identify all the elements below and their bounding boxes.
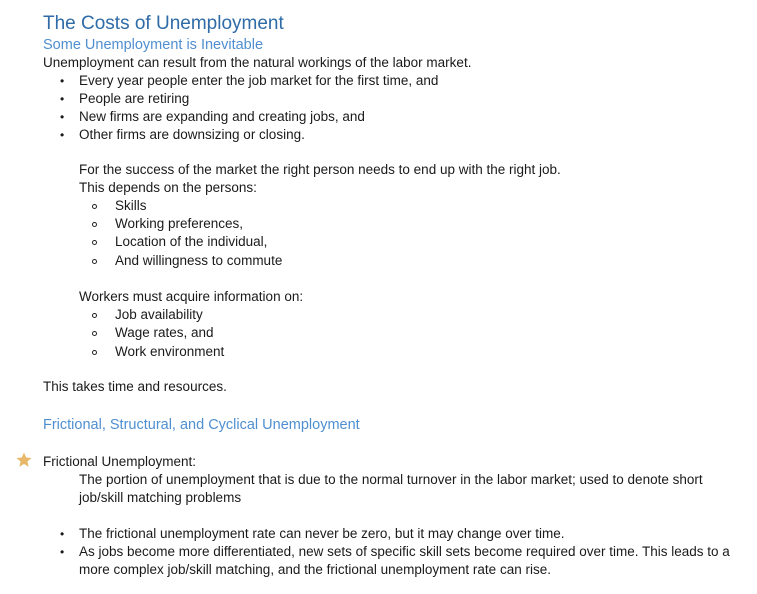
term-label: Frictional Unemployment: [43,454,197,469]
paragraph-text: This depends on the persons: [79,180,257,195]
sub-list-item: Work environment [115,344,225,359]
list-item: As jobs become more differentiated, new sets of specific skill sets become required over time. This leads to a [79,544,730,559]
circle-bullet-icon [92,240,97,245]
conclusion-text: This takes time and resources. [43,379,227,394]
definition-text: job/skill matching problems [79,490,242,505]
bullet-icon: • [60,128,65,142]
paragraph-text: Workers must acquire information on: [79,289,304,304]
sub-list-item: Job availability [115,307,203,322]
list-item: Other firms are downsizing or closing. [79,127,305,142]
bullet-icon: • [60,110,65,124]
circle-bullet-icon [92,204,97,209]
circle-bullet-icon [92,350,97,355]
circle-bullet-icon [92,331,97,336]
list-item: Every year people enter the job market for the first time, and [79,73,439,88]
sub-list-item: Wage rates, and [115,325,214,340]
circle-bullet-icon [92,313,97,318]
intro-text: Unemployment can result from the natural workings of the labor market. [43,55,472,70]
circle-bullet-icon [92,259,97,264]
sub-list-item: And willingness to commute [115,253,283,268]
section-heading-inevitable: Some Unemployment is Inevitable [43,37,264,53]
list-item-continuation: more complex job/skill matching, and the frictional unemployment rate can rise. [79,562,551,577]
list-item: New firms are expanding and creating jobs, and [79,109,365,124]
section-heading-frictional: Frictional, Structural, and Cyclical Unemployment [43,417,360,433]
circle-bullet-icon [92,222,97,227]
sub-list-item: Location of the individual, [115,234,268,249]
sub-list-item: Skills [115,198,147,213]
star-icon [15,451,33,469]
bullet-icon: • [60,92,65,106]
paragraph-text: For the success of the market the right person needs to end up with the right job. [79,162,561,177]
page-title: The Costs of Unemployment [43,13,284,34]
list-item: The frictional unemployment rate can never be zero, but it may change over time. [79,526,565,541]
bullet-icon: • [60,527,65,541]
sub-list-item: Working preferences, [115,216,244,231]
bullet-icon: • [60,74,65,88]
list-item: People are retiring [79,91,190,106]
definition-text: The portion of unemployment that is due to the normal turnover in the labor market; used to denote short [79,472,703,487]
bullet-icon: • [60,545,65,559]
